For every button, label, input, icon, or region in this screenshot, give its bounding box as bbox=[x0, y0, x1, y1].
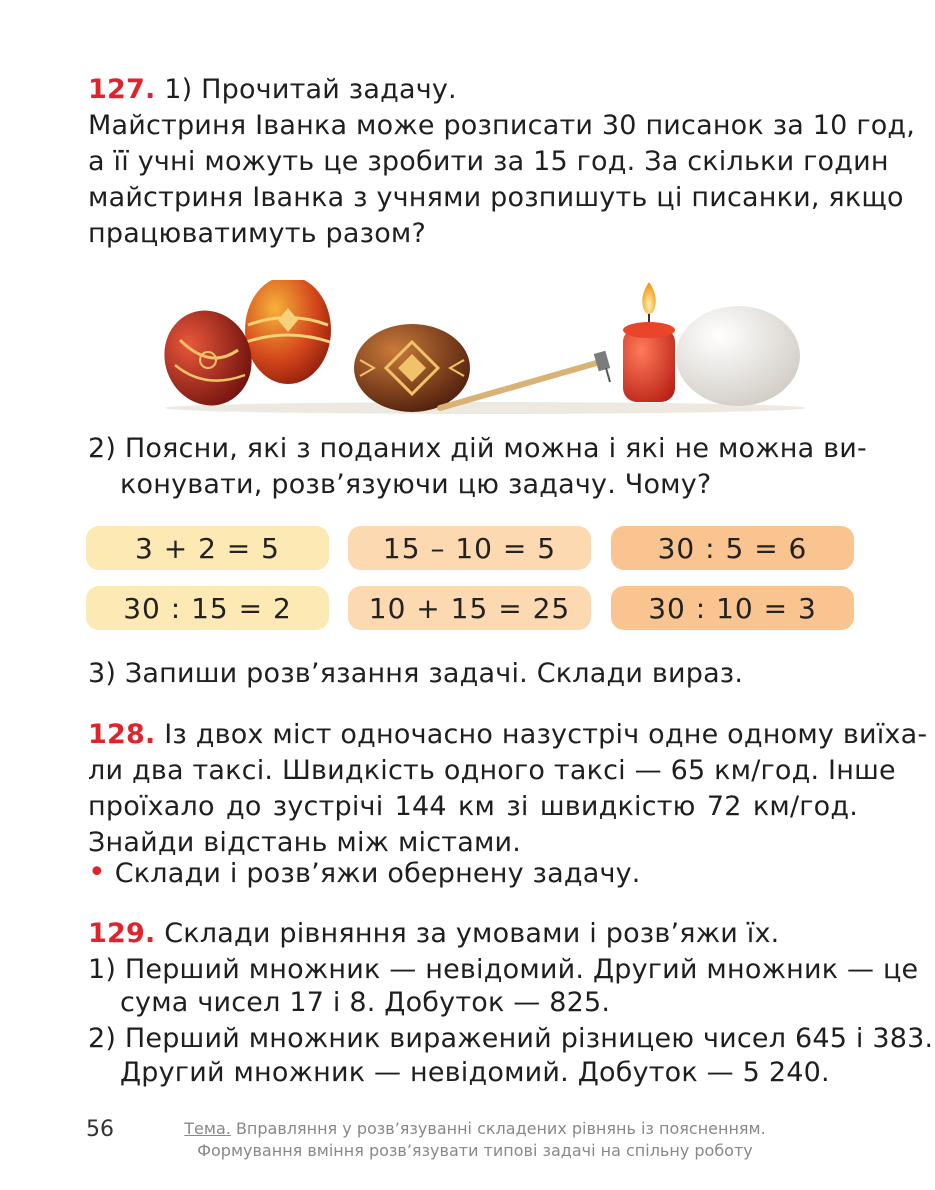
ex127-part2-line: конувати, розв’язуючи цю задачу. Чому? bbox=[120, 469, 712, 500]
action-card: 10 + 15 = 25 bbox=[348, 586, 591, 630]
action-card: 30 : 10 = 3 bbox=[611, 586, 854, 630]
ex128-text-line: проїхало до зустрічі 144 км зі швидкістю 72 км/год. bbox=[88, 791, 858, 822]
ex129-item2-line: Другий множник — невідомий. Добуток — 5 240. bbox=[120, 1057, 830, 1088]
action-card: 15 – 10 = 5 bbox=[348, 526, 591, 570]
ex129-first-line: Склади рівняння за умовами і розв’яжи їх. bbox=[164, 918, 780, 949]
ex129-item1-line: 1) Перший множник — невідомий. Другий множник — це bbox=[88, 954, 919, 985]
ex127-part2-line: 2) Поясни, які з поданих дій можна і які не можна ви- bbox=[88, 433, 867, 464]
ex127-heading bbox=[88, 72, 858, 108]
painted-egg-brown bbox=[354, 324, 470, 412]
action-card: 3 + 2 = 5 bbox=[86, 526, 329, 570]
topic-text: Вправляння у розв’язуванні складених рівнянь із поясненням. bbox=[230, 1119, 766, 1138]
ex127-text-line: а її учні можуть це зробити за 15 год. За скільки годин bbox=[88, 146, 889, 177]
pysanky-illustration bbox=[160, 280, 810, 415]
ex129-item2-line: 2) Перший множник виражений різницею чисел 645 і 383. bbox=[88, 1023, 934, 1054]
footer-topic-line1 bbox=[165, 1118, 785, 1140]
ex127-number: 127. bbox=[88, 74, 156, 105]
ex128-bullet-text: Склади і розв’яжи обернену задачу. bbox=[114, 858, 641, 889]
ex128-text-line: Знайди відстань між містами. bbox=[88, 827, 522, 858]
ex128-heading bbox=[88, 717, 928, 753]
page-number: 56 bbox=[86, 1117, 114, 1142]
ex128-text-line: ли два таксі. Швидкість одного таксі — 65 км/год. Інше bbox=[88, 755, 896, 786]
bullet-icon: • bbox=[88, 855, 106, 890]
topic-label: Тема. bbox=[184, 1119, 231, 1138]
ex127-text-line: майстриня Іванка з учнями розпишуть ці писанки, якщо bbox=[88, 182, 904, 213]
ex127-part1: 1) Прочитай задачу. bbox=[164, 74, 457, 105]
painted-egg-gold bbox=[245, 280, 331, 384]
ex128-number: 128. bbox=[88, 719, 156, 750]
candle bbox=[623, 282, 675, 402]
ex129-number: 129. bbox=[88, 918, 156, 949]
ex127-text-line: Майстриня Іванка може розписати 30 писанок за 10 год, bbox=[88, 110, 916, 141]
plain-egg-white bbox=[676, 306, 800, 406]
ex128-bullet-item bbox=[88, 855, 858, 892]
ex127-text-line: працюватимуть разом? bbox=[88, 218, 427, 249]
action-card: 30 : 5 = 6 bbox=[611, 526, 854, 570]
ex129-heading bbox=[88, 916, 858, 952]
ex127-part3: 3) Запиши розв’язання задачі. Склади вираз. bbox=[88, 658, 744, 689]
footer-topic-line2: Формування вміння розв’язувати типові задачі на спільну роботу bbox=[197, 1141, 753, 1160]
ex128-first-line: Із двох міст одночасно назустріч одне одному виїха- bbox=[164, 719, 928, 750]
action-card: 30 : 15 = 2 bbox=[86, 586, 329, 630]
ex129-item1-line: сума чисел 17 і 8. Добуток — 825. bbox=[120, 987, 611, 1018]
